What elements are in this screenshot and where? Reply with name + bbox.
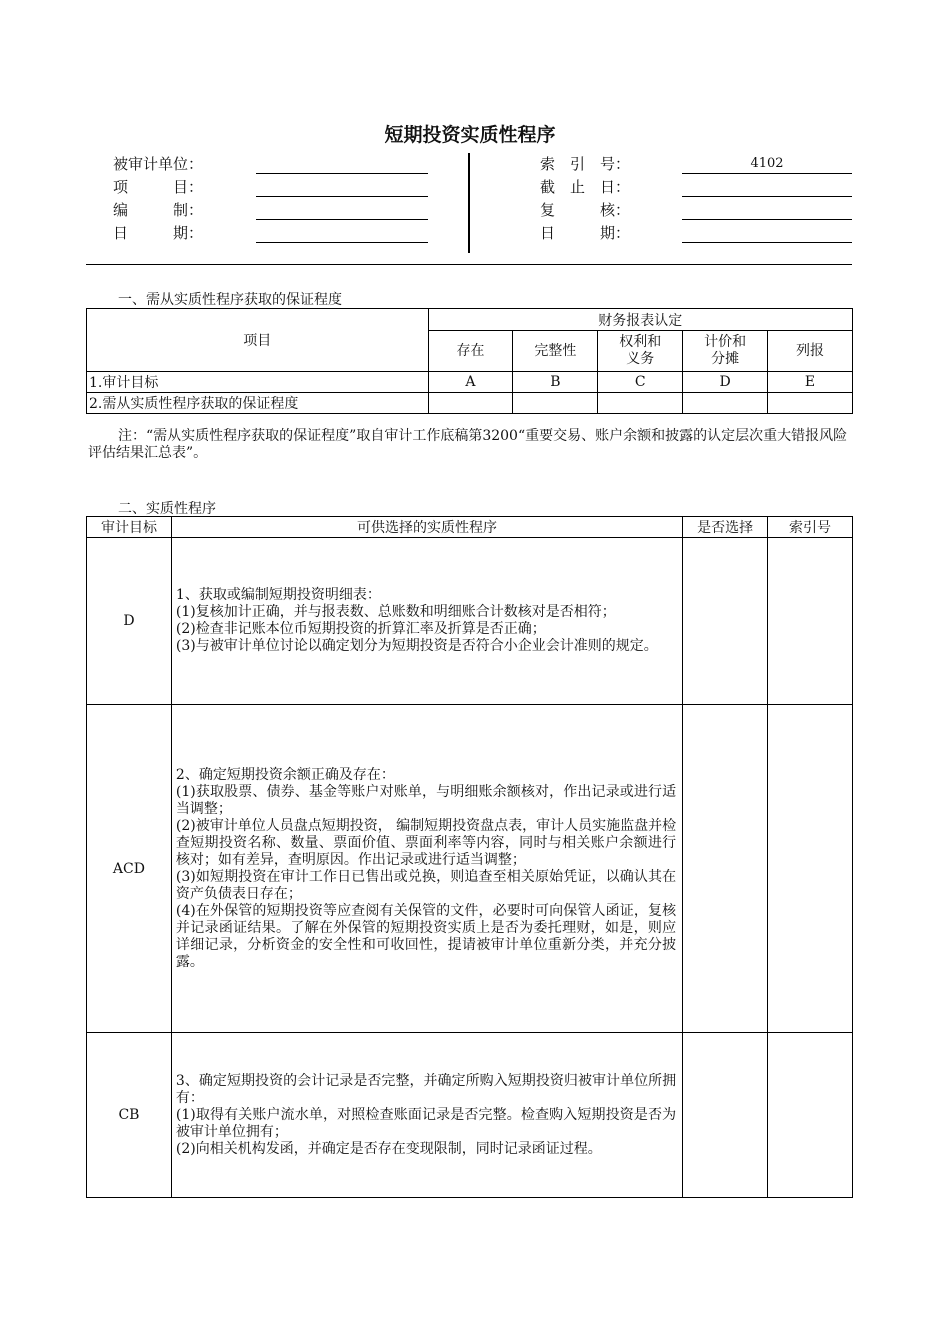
- objective-cell: B: [513, 372, 598, 393]
- assurance-input-cell[interactable]: [598, 393, 683, 414]
- header-left: [113, 153, 433, 245]
- header-divider: [468, 153, 470, 253]
- header-field-cutoff: [540, 176, 860, 199]
- col-selected-header: 是否选择: [683, 517, 768, 538]
- procedure-cell: [171, 538, 682, 705]
- header-label: 日 期：: [113, 224, 204, 242]
- assurance-input-cell[interactable]: [683, 393, 768, 414]
- auditee-field[interactable]: [256, 155, 428, 174]
- section-1-heading: 一、需从实质性程序获取的保证程度: [118, 292, 342, 308]
- procedure-cell: [171, 705, 682, 1033]
- row-label: 1.审计目标: [87, 372, 429, 393]
- index-cell[interactable]: [768, 705, 853, 1033]
- header-right: [540, 153, 860, 245]
- assertion-completeness: 完整性: [513, 331, 598, 372]
- header-separator: [86, 264, 852, 265]
- col-objective-header: 审计目标: [87, 517, 172, 538]
- header-label: 被审计单位：: [113, 155, 204, 173]
- procedure-line: (3)如短期投资在审计工作日已售出或兑换，则追查至相关原始凭证，以确认其在资产负债表日存在；: [175, 868, 677, 902]
- assertion-presentation: 列报: [768, 331, 853, 372]
- project-field[interactable]: [256, 178, 428, 197]
- table-row: [87, 538, 853, 705]
- assurance-table: [86, 308, 853, 414]
- table-row: [87, 1033, 853, 1198]
- objective-cell: D: [683, 372, 768, 393]
- procedure-line: 3、确定短期投资的会计记录是否完整，并确定所购入短期投资归被审计单位所拥有：: [175, 1072, 677, 1106]
- objective-cell: D: [87, 538, 172, 705]
- index-cell[interactable]: [768, 1033, 853, 1198]
- header-label: 编 制：: [113, 201, 204, 219]
- procedure-line: (2)检查非记账本位币短期投资的折算汇率及折算是否正确；: [175, 621, 546, 637]
- assurance-input-cell[interactable]: [768, 393, 853, 414]
- assertions-group-header: 财务报表认定: [428, 309, 852, 331]
- objective-cell: E: [768, 372, 853, 393]
- selected-cell[interactable]: [683, 1033, 768, 1198]
- selected-cell[interactable]: [683, 705, 768, 1033]
- header-field-preparer: [113, 199, 433, 222]
- header-field-project: [113, 176, 433, 199]
- col-index-header: 索引号: [768, 517, 853, 538]
- header-label: 索 引 号：: [540, 155, 631, 173]
- col-item-header: 项目: [87, 309, 429, 372]
- header-label: 截 止 日：: [540, 178, 631, 196]
- table-row: [87, 372, 853, 393]
- header-field-date-left: [113, 222, 433, 245]
- objective-cell: CB: [87, 1033, 172, 1198]
- header-field-index: [540, 153, 860, 176]
- header-label: 日 期：: [540, 224, 631, 242]
- header-field-date-right: [540, 222, 860, 245]
- procedures-table: [86, 516, 853, 1198]
- procedure-line: (2)被审计单位人员盘点短期投资， 编制短期投资盘点表，审计人员实施监盘并检查短期投资名称、数量、票面价值、票面利率等内容，同时与相关账户余额进行核对；如有差异，查明原因。作出记录或进行适当调整；: [175, 817, 677, 868]
- section-2-heading: 二、实质性程序: [118, 501, 216, 517]
- reviewer-field[interactable]: [682, 201, 852, 220]
- procedure-cell: [171, 1033, 682, 1198]
- date-field-right[interactable]: [682, 224, 852, 243]
- col-procedure-header: 可供选择的实质性程序: [171, 517, 682, 538]
- procedure-line: 1、获取或编制短期投资明细表：: [175, 587, 381, 603]
- procedure-line: (4)在外保管的短期投资等应查阅有关保管的文件，必要时可向保管人函证，复核并记录函证结果。了解在外保管的短期投资实质上是否为委托理财，如是，则应详细记录，分析资金的安全性和可收回性，提请被审计单位重新分类，并充分披露。: [175, 902, 677, 970]
- date-field-left[interactable]: [256, 224, 428, 243]
- index-number-field[interactable]: 4102: [682, 155, 852, 174]
- table-row: [87, 393, 853, 414]
- procedure-line: (2)向相关机构发函，并确定是否存在变现限制，同时记录函证过程。: [175, 1140, 602, 1157]
- procedure-line: 2、确定短期投资余额正确及存在：: [175, 766, 395, 783]
- row-label: 2.需从实质性程序获取的保证程度: [87, 393, 429, 414]
- selected-cell[interactable]: [683, 538, 768, 705]
- header-field-reviewer: [540, 199, 860, 222]
- objective-cell: A: [428, 372, 513, 393]
- procedure-line: (1)复核加计正确，并与报表数、总账数和明细账合计数核对是否相符；: [175, 604, 616, 620]
- assurance-input-cell[interactable]: [428, 393, 513, 414]
- cutoff-date-field[interactable]: [682, 178, 852, 197]
- assurance-input-cell[interactable]: [513, 393, 598, 414]
- preparer-field[interactable]: [256, 201, 428, 220]
- assertion-existence: 存在: [428, 331, 513, 372]
- index-cell[interactable]: [768, 538, 853, 705]
- header-label: 项 目：: [113, 178, 204, 196]
- table-row: [87, 705, 853, 1033]
- procedure-line: (3)与被审计单位讨论以确定划分为短期投资是否符合小企业会计准则的规定。: [175, 638, 658, 654]
- section-1-note: 注：“需从实质性程序获取的保证程度”取自审计工作底稿第3200“重要交易、账户余额和披露的认定层次重大错报风险评估结果汇总表”。: [88, 428, 848, 461]
- page-title: 短期投资实质性程序: [384, 124, 556, 146]
- procedure-line: (1)获取股票、债券、基金等账户对账单，与明细账余额核对，作出记录或进行适当调整；: [175, 783, 677, 817]
- header-field-auditee: [113, 153, 433, 176]
- objective-cell: C: [598, 372, 683, 393]
- objective-cell: ACD: [87, 705, 172, 1033]
- assertion-valuation: 计价和 分摊: [683, 331, 768, 372]
- assertion-rights: 权利和 义务: [598, 331, 683, 372]
- header-label: 复 核：: [540, 201, 631, 219]
- procedure-line: (1)取得有关账户流水单，对照检查账面记录是否完整。检查购入短期投资是否为被审计单位拥有；: [175, 1106, 677, 1140]
